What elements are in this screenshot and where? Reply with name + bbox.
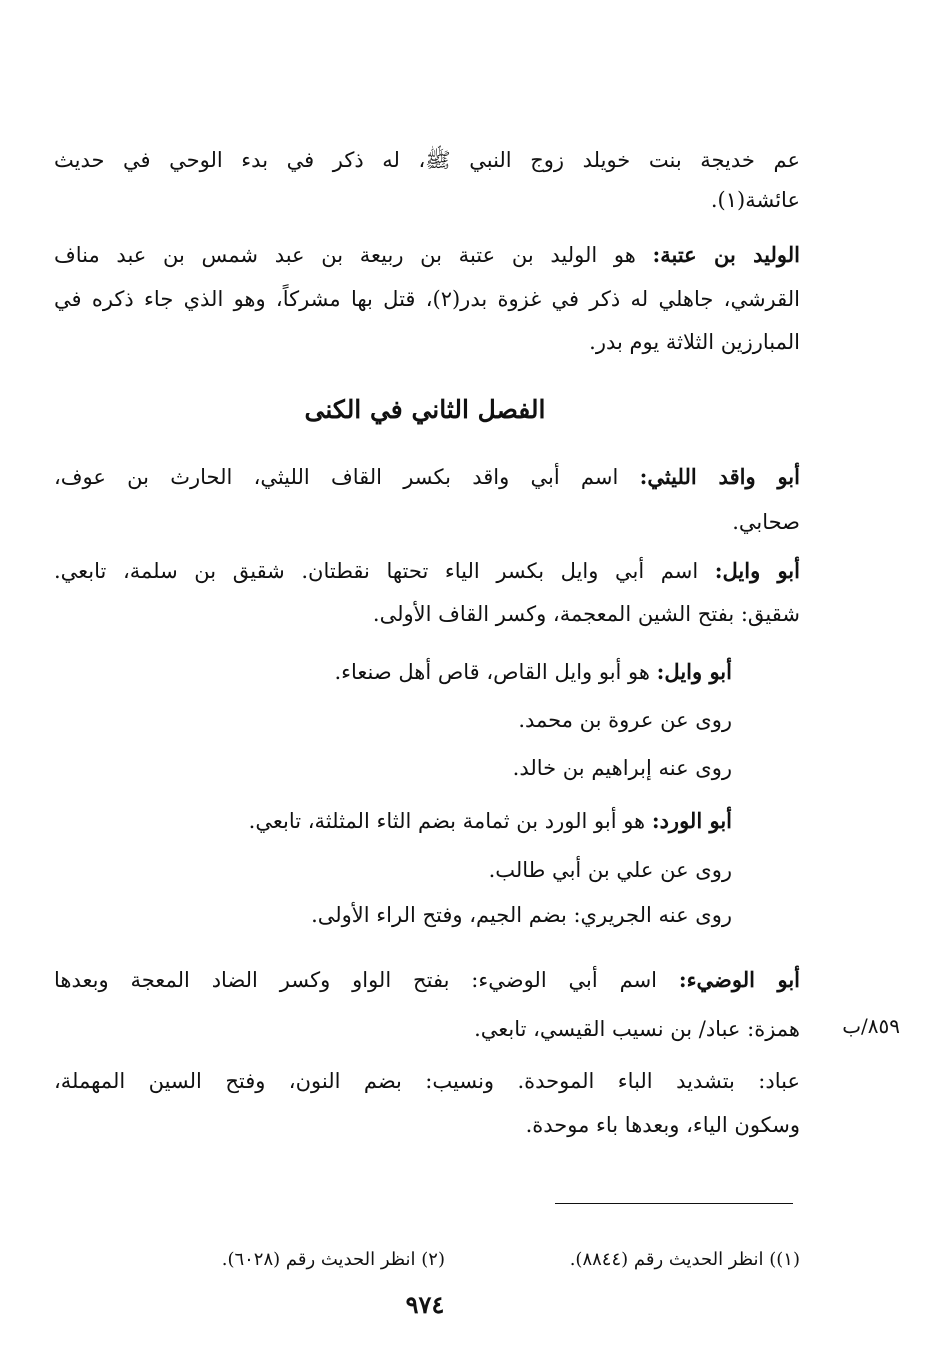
page-number: ٩٧٤: [405, 1290, 445, 1319]
p3-line1: [54, 462, 800, 492]
footnote-2: (٢) انظر الحديث رقم (٦٠٢٨).: [221, 1249, 445, 1270]
entry-term: أبو وايل:: [714, 558, 800, 583]
p2-line2: القرشي، جاهلي له ذكر في غزوة بدر(٢)، قتل بها مشركاً، وهو الذي جاء ذكره في: [54, 287, 800, 311]
entry-text: هو الوليد بن عتبة بن ربيعة بن عبد شمس بن عبد مناف: [54, 243, 636, 267]
p7-line2: همزة: عباد/ بن نسيب القيسي، تابعي.: [474, 1017, 800, 1041]
p5-line3: روى عنه إبراهيم بن خالد.: [512, 756, 732, 780]
p6-line1: [52, 806, 732, 836]
entry-text: هو أبو الورد بن ثمامة بضم الثاء المثلثة، تابعي.: [248, 809, 646, 833]
p1-line2: عائشة(١).: [710, 188, 800, 212]
entry-term: الوليد بن عتبة:: [652, 242, 800, 267]
entry-term: أبو الوضيء:: [678, 967, 800, 992]
p3-line2: صحابي.: [732, 510, 800, 534]
entry-text: اسم أبي الوضيء: بفتح الواو وكسر الضاد المعجة وبعدها: [54, 968, 658, 992]
p2-line3: المبارزين الثلاثة يوم بدر.: [589, 330, 800, 354]
p5-line1: [52, 657, 732, 687]
footnote-separator: [555, 1203, 793, 1204]
p4-line1: [54, 556, 800, 586]
p5-line2: روى عن عروة بن محمد.: [518, 708, 732, 732]
p7-line1: [54, 965, 800, 995]
section-title: الفصل الثاني في الكنى: [304, 395, 546, 424]
entry-term: أبو واقد الليثي:: [639, 464, 800, 489]
entry-text: اسم أبي وايل بكسر الياء تحتها نقطتان. شقيق بن سلمة، تابعي.: [54, 559, 699, 583]
entry-term: أبو وايل:: [656, 659, 732, 684]
p8-line2: وسكون الياء، وبعدها باء موحدة.: [525, 1113, 800, 1137]
manuscript-folio-note: ٨٥٩/ب: [842, 1014, 900, 1038]
p4-line2: شقيق: بفتح الشين المعجمة، وكسر القاف الأولى.: [372, 602, 800, 626]
entry-text: اسم أبي واقد بكسر القاف الليثي، الحارث بن عوف،: [54, 465, 619, 489]
p6-line3: روى عنه الجريري: بضم الجيم، وفتح الراء الأولى.: [311, 903, 732, 927]
p8-line1: عباد: بتشديد الباء الموحدة. ونسيب: بضم النون، وفتح السين المهملة،: [54, 1069, 800, 1093]
p1-line1: عم خديجة بنت خويلد زوج النبي ﷺ، له ذكر في بدء الوحي في حديث: [54, 148, 800, 172]
entry-term: أبو الورد:: [651, 808, 732, 833]
entry-text: هو أبو وايل القاص، قاص أهل صنعاء.: [334, 660, 650, 684]
footnote-1: (١)) انظر الحديث رقم (٨٨٤٤).: [569, 1249, 800, 1270]
p6-line2: روى عن علي بن أبي طالب.: [488, 858, 732, 882]
p2-line1: [54, 240, 800, 270]
